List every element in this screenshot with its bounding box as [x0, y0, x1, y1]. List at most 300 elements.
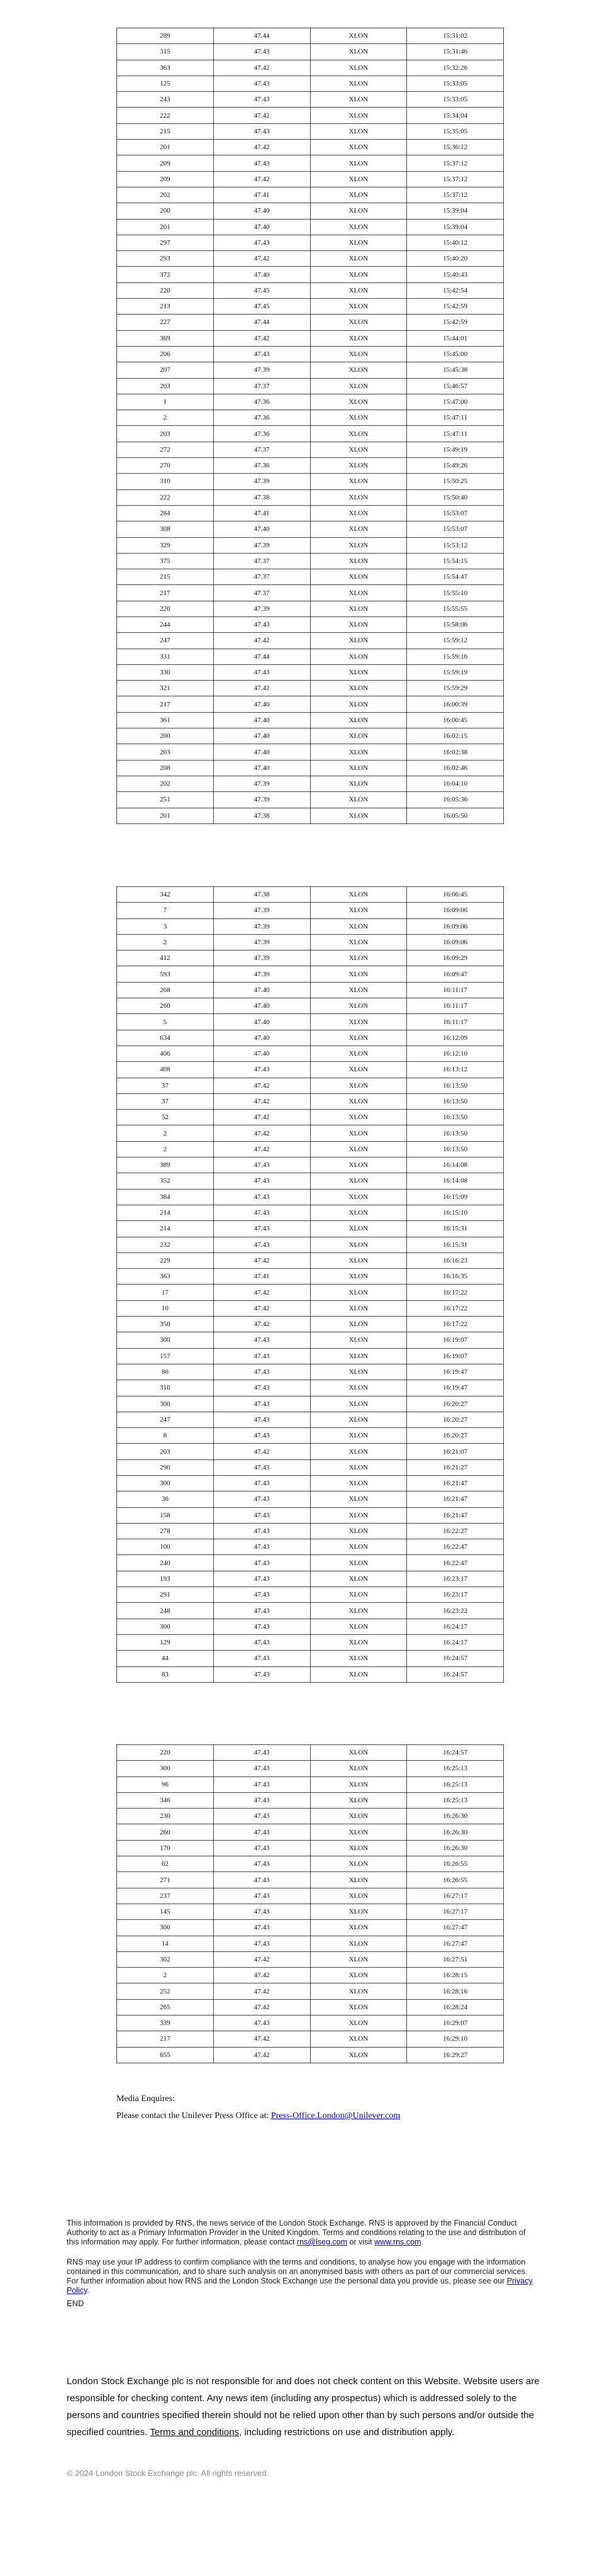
time-cell: 16:27:47	[407, 1920, 504, 1936]
terms-and-conditions-link[interactable]: Terms and conditions	[150, 2427, 240, 2438]
venue-cell: XLON	[310, 1300, 407, 1316]
price-cell: 47.39	[213, 792, 310, 808]
table-row	[117, 2031, 504, 2047]
table-row	[117, 633, 504, 649]
volume-cell: 593	[117, 966, 214, 982]
price-cell: 47.43	[213, 1205, 310, 1220]
price-cell: 47.42	[213, 330, 310, 346]
volume-cell: 297	[117, 235, 214, 250]
volume-cell: 252	[117, 1983, 214, 1999]
table-row	[117, 410, 504, 426]
transactions-table-3	[116, 1744, 504, 2063]
venue-cell: XLON	[310, 2031, 407, 2047]
price-cell: 47.36	[213, 410, 310, 426]
table-row	[117, 616, 504, 632]
venue-cell: XLON	[310, 887, 407, 903]
volume-cell: 193	[117, 1571, 214, 1586]
price-cell: 47.43	[213, 1840, 310, 1856]
venue-cell: XLON	[310, 1792, 407, 1808]
price-cell: 47.43	[213, 1475, 310, 1491]
rns-privacy-end: .	[87, 2286, 89, 2295]
table-row	[117, 1475, 504, 1491]
time-cell: 15:33:05	[407, 75, 504, 91]
time-cell: 15:32:26	[407, 60, 504, 75]
volume-cell: 248	[117, 1603, 214, 1619]
volume-cell: 214	[117, 1221, 214, 1237]
volume-cell: 230	[117, 1809, 214, 1824]
volume-cell: 265	[117, 1999, 214, 2015]
table-row	[117, 649, 504, 664]
time-cell: 16:26:30	[407, 1824, 504, 1840]
volume-cell: 342	[117, 887, 214, 903]
time-cell: 16:06:45	[407, 887, 504, 903]
volume-cell: 213	[117, 299, 214, 315]
time-cell: 16:23:17	[407, 1571, 504, 1586]
time-cell: 16:16:35	[407, 1269, 504, 1285]
price-cell: 47.43	[213, 123, 310, 139]
table-row	[117, 394, 504, 410]
venue-cell: XLON	[310, 616, 407, 632]
venue-cell: XLON	[310, 108, 407, 123]
venue-cell: XLON	[310, 696, 407, 712]
venue-cell: XLON	[310, 1141, 407, 1157]
venue-cell: XLON	[310, 1840, 407, 1856]
venue-cell: XLON	[310, 1205, 407, 1220]
time-cell: 16:20:27	[407, 1412, 504, 1427]
price-cell: 47.37	[213, 442, 310, 457]
time-cell: 16:24:17	[407, 1634, 504, 1650]
venue-cell: XLON	[310, 681, 407, 696]
venue-cell: XLON	[310, 1014, 407, 1030]
table-row	[117, 553, 504, 569]
table-row	[117, 728, 504, 744]
table-row	[117, 1014, 504, 1030]
venue-cell: XLON	[310, 474, 407, 489]
table-row	[117, 887, 504, 903]
table-row	[117, 1237, 504, 1252]
price-cell: 47.43	[213, 1872, 310, 1888]
table-row	[117, 982, 504, 998]
volume-cell: 321	[117, 681, 214, 696]
time-cell: 16:25:13	[407, 1776, 504, 1792]
table-row	[117, 1380, 504, 1396]
volume-cell: 203	[117, 1444, 214, 1459]
volume-cell: 2	[117, 1125, 214, 1141]
volume-cell: 17	[117, 1285, 214, 1300]
time-cell: 15:55:10	[407, 585, 504, 601]
rns-email-link[interactable]: rns@lseg.com	[296, 2238, 347, 2246]
price-cell: 47.43	[213, 1539, 310, 1555]
volume-cell: 240	[117, 1555, 214, 1571]
volume-cell: 278	[117, 1523, 214, 1539]
table-row	[117, 1364, 504, 1380]
price-cell: 47.42	[213, 251, 310, 267]
venue-cell: XLON	[310, 171, 407, 187]
table-row	[117, 60, 504, 75]
volume-cell: 232	[117, 1237, 214, 1252]
table-row	[117, 378, 504, 394]
venue-cell: XLON	[310, 299, 407, 315]
volume-cell: 37	[117, 1078, 214, 1093]
volume-cell: 251	[117, 792, 214, 808]
disclaimer-text-end: , including restrictions on use and distribution apply.	[239, 2427, 455, 2438]
price-cell: 47.43	[213, 664, 310, 680]
time-cell: 15:45:00	[407, 346, 504, 362]
table-row	[117, 696, 504, 712]
price-cell: 47.43	[213, 1792, 310, 1808]
price-cell: 47.44	[213, 649, 310, 664]
time-cell: 16:26:30	[407, 1840, 504, 1856]
time-cell: 15:31:02	[407, 28, 504, 44]
price-cell: 47.43	[213, 1666, 310, 1682]
table-row	[117, 171, 504, 187]
volume-cell: 339	[117, 2016, 214, 2031]
time-cell: 15:40:20	[407, 251, 504, 267]
table-row	[117, 1856, 504, 1872]
venue-cell: XLON	[310, 1983, 407, 1999]
price-cell: 47.39	[213, 918, 310, 934]
table-row	[117, 1348, 504, 1364]
time-cell: 15:59:19	[407, 664, 504, 680]
time-cell: 16:13:50	[407, 1093, 504, 1109]
venue-cell: XLON	[310, 1475, 407, 1491]
time-cell: 15:50:25	[407, 474, 504, 489]
price-cell: 47.40	[213, 998, 310, 1014]
table-row	[117, 474, 504, 489]
rns-notice-text: This information is provided by RNS, the news service of the London Stock Exchange. RNS is approved by the Financial Conduct Authority to act as a Primary Information Provider in the United Kingdom. Terms and conditions relating to the use and distribution of this information may apply. For further information, please contact	[67, 2219, 526, 2246]
volume-cell: 308	[117, 521, 214, 537]
venue-cell: XLON	[310, 1587, 407, 1603]
table-row	[117, 346, 504, 362]
venue-cell: XLON	[310, 1237, 407, 1252]
table-row	[117, 1571, 504, 1586]
table-row	[117, 1968, 504, 1983]
venue-cell: XLON	[310, 1555, 407, 1571]
table-row	[117, 1412, 504, 1427]
price-cell: 47.43	[213, 1587, 310, 1603]
venue-cell: XLON	[310, 458, 407, 474]
time-cell: 16:05:50	[407, 808, 504, 823]
table-row	[117, 1157, 504, 1173]
venue-cell: XLON	[310, 982, 407, 998]
volume-cell: 350	[117, 1317, 214, 1332]
time-cell: 16:19:07	[407, 1348, 504, 1364]
price-cell: 47.43	[213, 1571, 310, 1586]
venue-cell: XLON	[310, 1412, 407, 1427]
volume-cell: 10	[117, 1300, 214, 1316]
table-row	[117, 1761, 504, 1776]
volume-cell: 100	[117, 1539, 214, 1555]
price-cell: 47.40	[213, 760, 310, 776]
volume-cell: 217	[117, 2031, 214, 2047]
time-cell: 16:22:47	[407, 1555, 504, 1571]
venue-cell: XLON	[310, 1999, 407, 2015]
time-cell: 16:22:47	[407, 1539, 504, 1555]
venue-cell: XLON	[310, 951, 407, 966]
price-cell: 47.42	[213, 1951, 310, 1967]
table-row	[117, 362, 504, 378]
table-row	[117, 442, 504, 457]
table-row	[117, 1745, 504, 1761]
price-cell: 47.43	[213, 75, 310, 91]
price-cell: 47.42	[213, 2047, 310, 2063]
press-office-email-link[interactable]: Press-Office.London@Unilever.com	[270, 2111, 401, 2121]
venue-cell: XLON	[310, 537, 407, 553]
time-cell: 16:26:55	[407, 1872, 504, 1888]
time-cell: 15:35:05	[407, 123, 504, 139]
time-cell: 15:49:26	[407, 458, 504, 474]
table-row	[117, 1809, 504, 1824]
volume-cell: 361	[117, 712, 214, 728]
volume-cell: 86	[117, 1364, 214, 1380]
price-cell: 47.43	[213, 1507, 310, 1523]
venue-cell: XLON	[310, 1651, 407, 1666]
time-cell: 16:13:50	[407, 1110, 504, 1125]
time-cell: 16:29:27	[407, 2047, 504, 2063]
table-row	[117, 1936, 504, 1951]
price-cell: 47.42	[213, 171, 310, 187]
disclaimer-text: London Stock Exchange plc is not responsible for and does not check content on this Website. Website users are responsible for checking content. Any news item (including any prospectus) which is addressed solely to the persons and countries specified therein should not be relied upon other than by such persons and/or outside the specified countries.	[67, 2376, 540, 2438]
venue-cell: XLON	[310, 442, 407, 457]
venue-cell: XLON	[310, 1030, 407, 1045]
table-row	[117, 1920, 504, 1936]
time-cell: 15:37:12	[407, 187, 504, 203]
volume-cell: 302	[117, 1951, 214, 1967]
venue-cell: XLON	[310, 123, 407, 139]
venue-cell: XLON	[310, 633, 407, 649]
table-row	[117, 203, 504, 219]
venue-cell: XLON	[310, 235, 407, 250]
volume-cell: 346	[117, 1792, 214, 1808]
volume-cell: 2	[117, 934, 214, 950]
price-cell: 47.43	[213, 1936, 310, 1951]
time-cell: 16:24:17	[407, 1619, 504, 1634]
time-cell: 15:39:04	[407, 203, 504, 219]
price-cell: 47.40	[213, 728, 310, 744]
table-row	[117, 75, 504, 91]
time-cell: 16:15:09	[407, 1189, 504, 1205]
table-row	[117, 903, 504, 918]
venue-cell: XLON	[310, 903, 407, 918]
volume-cell: 201	[117, 219, 214, 235]
volume-cell: 268	[117, 982, 214, 998]
table-row	[117, 792, 504, 808]
volume-cell: 207	[117, 362, 214, 378]
venue-cell: XLON	[310, 28, 407, 44]
table-row	[117, 1189, 504, 1205]
table-row	[117, 44, 504, 60]
time-cell: 16:21:27	[407, 1459, 504, 1475]
venue-cell: XLON	[310, 1951, 407, 1967]
price-cell: 47.37	[213, 378, 310, 394]
venue-cell: XLON	[310, 1157, 407, 1173]
rns-notice-end: .	[421, 2238, 423, 2246]
price-cell: 47.40	[213, 982, 310, 998]
time-cell: 15:36:12	[407, 140, 504, 155]
venue-cell: XLON	[310, 489, 407, 505]
time-cell: 16:17:22	[407, 1300, 504, 1316]
venue-cell: XLON	[310, 267, 407, 282]
rns-website-link[interactable]: www.rns.com	[374, 2238, 421, 2246]
table-row	[117, 219, 504, 235]
table-row	[117, 569, 504, 585]
price-cell: 47.42	[213, 1141, 310, 1157]
venue-cell: XLON	[310, 1634, 407, 1650]
time-cell: 15:53:07	[407, 505, 504, 521]
table-row	[117, 426, 504, 442]
time-cell: 16:27:17	[407, 1888, 504, 1904]
time-cell: 15:47:11	[407, 410, 504, 426]
table-row	[117, 585, 504, 601]
volume-cell: 220	[117, 1745, 214, 1761]
price-cell: 47.43	[213, 1189, 310, 1205]
venue-cell: XLON	[310, 1856, 407, 1872]
volume-cell: 206	[117, 346, 214, 362]
time-cell: 16:20:27	[407, 1396, 504, 1412]
table-row	[117, 744, 504, 760]
table-row	[117, 1444, 504, 1459]
price-cell: 47.42	[213, 2031, 310, 2047]
venue-cell: XLON	[310, 505, 407, 521]
price-cell: 47.41	[213, 1269, 310, 1285]
time-cell: 16:21:07	[407, 1444, 504, 1459]
volume-cell: 272	[117, 442, 214, 457]
price-cell: 47.43	[213, 1348, 310, 1364]
venue-cell: XLON	[310, 426, 407, 442]
venue-cell: XLON	[310, 92, 407, 108]
table-row	[117, 1587, 504, 1603]
table-row	[117, 1651, 504, 1666]
time-cell: 15:40:43	[407, 267, 504, 282]
venue-cell: XLON	[310, 203, 407, 219]
price-cell: 47.41	[213, 187, 310, 203]
price-cell: 47.43	[213, 1619, 310, 1634]
venue-cell: XLON	[310, 362, 407, 378]
table-row	[117, 1332, 504, 1348]
volume-cell: 412	[117, 951, 214, 966]
time-cell: 16:24:57	[407, 1745, 504, 1761]
volume-cell: 217	[117, 585, 214, 601]
venue-cell: XLON	[310, 378, 407, 394]
venue-cell: XLON	[310, 712, 407, 728]
volume-cell: 300	[117, 1332, 214, 1348]
time-cell: 16:15:31	[407, 1221, 504, 1237]
venue-cell: XLON	[310, 744, 407, 760]
volume-cell: 260	[117, 998, 214, 1014]
volume-cell: 329	[117, 537, 214, 553]
price-cell: 47.43	[213, 1459, 310, 1475]
table-row	[117, 1221, 504, 1237]
table-row	[117, 1888, 504, 1904]
volume-cell: 125	[117, 75, 214, 91]
time-cell: 15:42:59	[407, 315, 504, 330]
volume-cell: 237	[117, 1888, 214, 1904]
price-cell: 47.43	[213, 1603, 310, 1619]
price-cell: 47.43	[213, 1809, 310, 1824]
time-cell: 16:24:57	[407, 1666, 504, 1682]
copyright-notice: © 2024 London Stock Exchange plc. All rights reserved.	[67, 2468, 269, 2478]
venue-cell: XLON	[310, 410, 407, 426]
time-cell: 16:21:47	[407, 1475, 504, 1491]
volume-cell: 145	[117, 1904, 214, 1919]
table-row	[117, 2016, 504, 2031]
venue-cell: XLON	[310, 1173, 407, 1189]
price-cell: 47.43	[213, 1237, 310, 1252]
time-cell: 15:39:04	[407, 219, 504, 235]
time-cell: 16:00:45	[407, 712, 504, 728]
volume-cell: 243	[117, 92, 214, 108]
price-cell: 47.38	[213, 489, 310, 505]
time-cell: 16:16:23	[407, 1252, 504, 1268]
volume-cell: 209	[117, 171, 214, 187]
table-row	[117, 998, 504, 1014]
table-row	[117, 1792, 504, 1808]
table-row	[117, 1030, 504, 1045]
time-cell: 16:09:47	[407, 966, 504, 982]
price-cell: 47.43	[213, 1555, 310, 1571]
table-row	[117, 235, 504, 250]
volume-cell: 2	[117, 410, 214, 426]
volume-cell: 384	[117, 1189, 214, 1205]
venue-cell: XLON	[310, 2047, 407, 2063]
venue-cell: XLON	[310, 251, 407, 267]
price-cell: 47.43	[213, 346, 310, 362]
table-row	[117, 1523, 504, 1539]
price-cell: 47.43	[213, 1380, 310, 1396]
time-cell: 16:28:15	[407, 1968, 504, 1983]
price-cell: 47.36	[213, 426, 310, 442]
price-cell: 47.42	[213, 1252, 310, 1268]
time-cell: 16:29:07	[407, 2016, 504, 2031]
volume-cell: 352	[117, 1173, 214, 1189]
volume-cell: 96	[117, 1776, 214, 1792]
volume-cell: 655	[117, 2047, 214, 2063]
volume-cell: 52	[117, 1110, 214, 1125]
venue-cell: XLON	[310, 1125, 407, 1141]
volume-cell: 203	[117, 744, 214, 760]
price-cell: 47.42	[213, 681, 310, 696]
volume-cell: 369	[117, 330, 214, 346]
price-cell: 47.43	[213, 616, 310, 632]
price-cell: 47.40	[213, 712, 310, 728]
table-row	[117, 808, 504, 823]
table-row	[117, 537, 504, 553]
table-row	[117, 951, 504, 966]
time-cell: 16:29:10	[407, 2031, 504, 2047]
volume-cell: 203	[117, 426, 214, 442]
volume-cell: 300	[117, 1396, 214, 1412]
volume-cell: 375	[117, 553, 214, 569]
lse-disclaimer	[67, 2373, 551, 2441]
privacy-policy-link[interactable]: Privacy Policy	[67, 2277, 533, 2295]
time-cell: 15:59:16	[407, 649, 504, 664]
price-cell: 47.37	[213, 569, 310, 585]
price-cell: 47.43	[213, 92, 310, 108]
venue-cell: XLON	[310, 1936, 407, 1951]
table-row	[117, 760, 504, 776]
table-row	[117, 601, 504, 616]
volume-cell: 222	[117, 489, 214, 505]
table-row	[117, 1078, 504, 1093]
rns-notice-mid: or visit	[347, 2238, 375, 2246]
price-cell: 47.42	[213, 1285, 310, 1300]
venue-cell: XLON	[310, 1062, 407, 1078]
price-cell: 47.42	[213, 1983, 310, 1999]
venue-cell: XLON	[310, 282, 407, 298]
volume-cell: 271	[117, 1872, 214, 1888]
table-row	[117, 1951, 504, 1967]
price-cell: 47.43	[213, 1492, 310, 1507]
